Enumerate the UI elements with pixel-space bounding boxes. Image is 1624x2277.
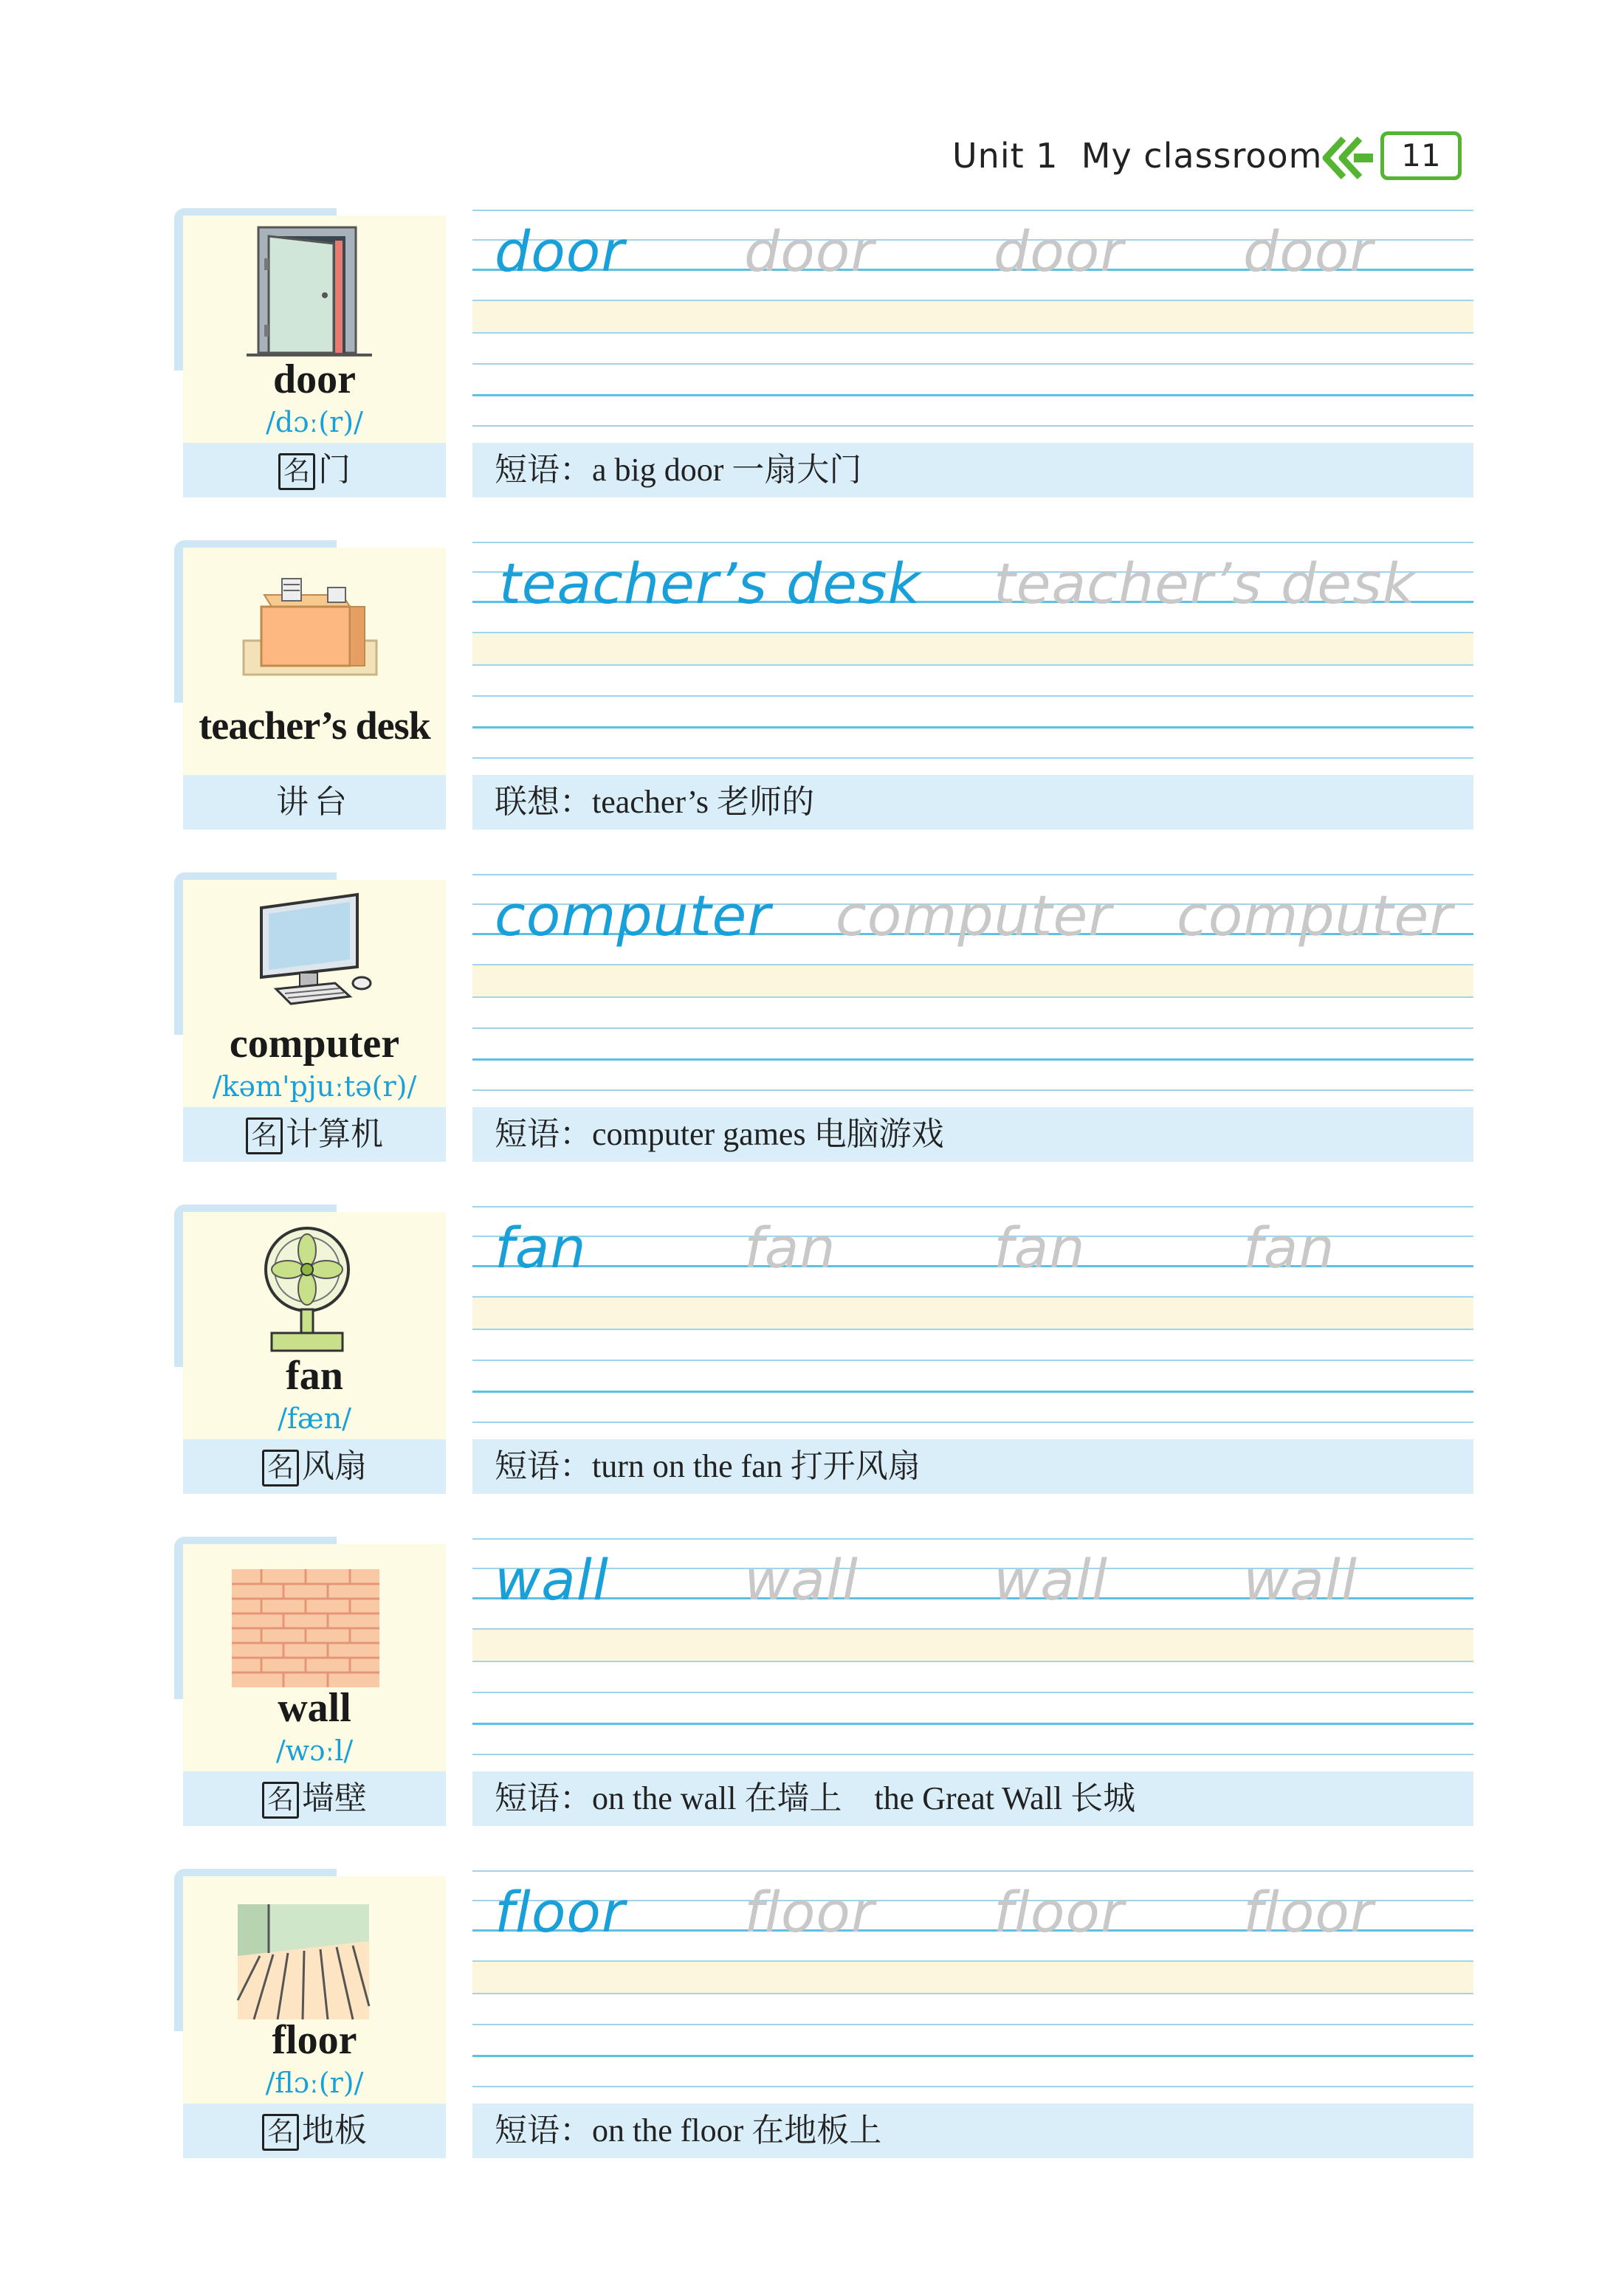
phonetic: /fæn/: [278, 1402, 351, 1435]
writing-zone: [472, 1537, 1473, 1771]
model-word: computer: [495, 883, 771, 948]
part-of-speech-badge: 名: [246, 1117, 283, 1154]
meaning-text: 风扇: [302, 1447, 367, 1485]
phonetic: /wɔːl/: [275, 1735, 354, 1767]
phonetic: /kəm'pjuːtə(r)/: [212, 1070, 417, 1103]
note-label: 短语：: [495, 1780, 592, 1817]
note-bar: [472, 2104, 1473, 2158]
writing-zone: [472, 1869, 1473, 2104]
vocab-entry-fan: [174, 1205, 1473, 1494]
meaning-bar: [183, 2104, 446, 2158]
model-word: wall: [495, 1547, 609, 1613]
writing-zone: [472, 208, 1473, 443]
meaning-bar: [183, 1439, 446, 1494]
model-word: door: [495, 218, 625, 284]
note-bar: [472, 1439, 1473, 1494]
note-bar: [472, 1771, 1473, 1826]
trace-word: door: [1243, 218, 1374, 284]
vocab-word: floor: [272, 2017, 357, 2063]
part-of-speech-badge: 名: [262, 1450, 299, 1487]
meaning-bar: [183, 1771, 446, 1826]
trace-word: fan: [744, 1215, 836, 1281]
floor-icon: [232, 1882, 379, 2022]
note-text: on the floor 在地板上: [592, 2112, 882, 2149]
note-label: 短语：: [495, 451, 592, 489]
double-chevron-left-icon: [1321, 134, 1373, 182]
part-of-speech-badge: 名: [262, 2114, 299, 2151]
word-card: [174, 208, 447, 497]
meaning-text: 讲台: [276, 783, 353, 821]
note-bar: [472, 443, 1473, 497]
note-text: teacher’s 老师的: [592, 784, 814, 820]
note-label: 短语：: [495, 1115, 592, 1153]
trace-word: wall: [994, 1547, 1108, 1613]
note-text: on the wall 在墙上 the Great Wall 长城: [592, 1780, 1136, 1816]
trace-word: teacher’s desk: [994, 551, 1416, 616]
writing-zone: [472, 1205, 1473, 1439]
word-card: [174, 1537, 447, 1826]
meaning-text: 地板: [302, 2112, 367, 2149]
vocab-word: door: [273, 356, 356, 402]
note-text: a big door 一扇大门: [592, 452, 862, 488]
note-text: computer games 电脑游戏: [592, 1116, 944, 1152]
part-of-speech-badge: 名: [262, 1782, 299, 1819]
meaning-text: 门: [318, 451, 351, 489]
model-word: teacher’s desk: [499, 551, 921, 616]
word-card: [174, 540, 447, 830]
vocab-entry-floor: [174, 1869, 1473, 2158]
note-label: 短语：: [495, 1447, 592, 1485]
note-text: turn on the fan 打开风扇: [592, 1448, 921, 1484]
vocab-word: computer: [229, 1021, 400, 1067]
trace-word: fan: [1243, 1215, 1335, 1281]
trace-word: wall: [1243, 1547, 1358, 1613]
trace-word: wall: [744, 1547, 859, 1613]
page-header: [952, 131, 1469, 186]
page-number: 11: [1380, 131, 1462, 180]
brick-wall-icon: [232, 1550, 379, 1690]
meaning-text: 墙壁: [302, 1780, 367, 1817]
part-of-speech-badge: 名: [278, 453, 315, 490]
vocab-word: teacher’s desk: [199, 703, 430, 748]
vocab-entry-teachers-desk: [174, 540, 1473, 830]
phonetic: /flɔː(r)/: [265, 2067, 364, 2099]
trace-word: computer: [836, 883, 1112, 948]
writing-zone: [472, 540, 1473, 775]
writing-zone: [472, 872, 1473, 1107]
word-card: [174, 1869, 447, 2158]
trace-word: floor: [744, 1879, 875, 1945]
trace-word: door: [994, 218, 1124, 284]
unit-title: Unit 1 My classroom: [952, 136, 1323, 176]
vocab-word: wall: [278, 1685, 351, 1731]
word-card: [174, 1205, 447, 1494]
note-bar: [472, 775, 1473, 830]
desk-icon: [232, 554, 379, 694]
model-word: floor: [495, 1879, 626, 1945]
vocab-entry-computer: [174, 872, 1473, 1162]
vocab-entry-wall: [174, 1537, 1473, 1826]
trace-word: floor: [994, 1879, 1125, 1945]
trace-word: door: [744, 218, 875, 284]
meaning-bar: [183, 1107, 446, 1162]
trace-word: fan: [994, 1215, 1086, 1281]
meaning-bar: [183, 775, 446, 830]
vocab-entry-door: [174, 208, 1473, 497]
computer-icon: [232, 886, 379, 1026]
note-label: 联想：: [495, 783, 592, 821]
note-label: 短语：: [495, 2112, 592, 2149]
door-icon: [232, 221, 379, 362]
meaning-text: 计算机: [286, 1115, 383, 1153]
trace-word: computer: [1177, 883, 1453, 948]
model-word: fan: [495, 1215, 587, 1281]
note-bar: [472, 1107, 1473, 1162]
meaning-bar: [183, 443, 446, 497]
vocab-word: fan: [286, 1353, 343, 1399]
word-card: [174, 872, 447, 1162]
phonetic: /dɔː(r)/: [266, 406, 363, 438]
trace-word: floor: [1243, 1879, 1374, 1945]
fan-icon: [232, 1218, 379, 1358]
